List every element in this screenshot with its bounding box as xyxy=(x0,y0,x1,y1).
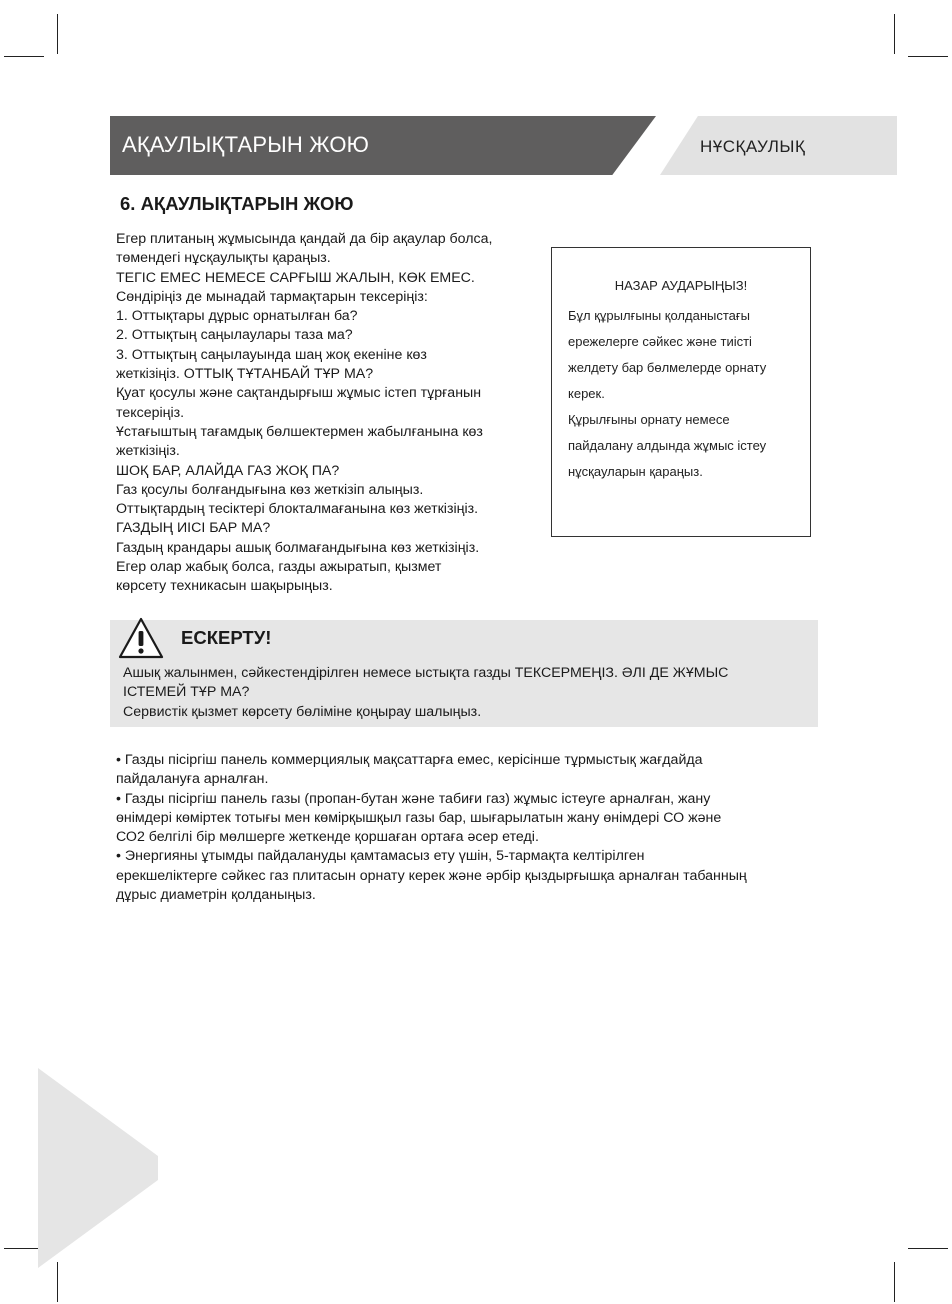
text-line: ШОҚ БАР, АЛАЙДА ГАЗ ЖОҚ ПА? xyxy=(116,462,340,479)
text-line: Ұстағыштың тағамдық бөлшектермен жабылғанына көз xyxy=(116,423,483,440)
text-line: Оттықтардың тесіктері блокталмағанына көз жеткізіңіз. xyxy=(116,501,479,518)
text-line: Қуат қосулы және сақтандырғыш жұмыс істеп тұрғанын xyxy=(116,385,482,402)
crop-mark xyxy=(4,56,44,57)
notice-text xyxy=(568,303,766,485)
header-manual-label: НҰСҚАУЛЫҚ xyxy=(700,137,806,156)
note-line: • Газды пісіргіш панель газы (пропан-бутан және табиғи газ) жұмыс істеуге арналған, жану xyxy=(116,790,711,807)
notice-title: НАЗАР АУДАРЫҢЫЗ! xyxy=(614,278,748,293)
text-line: Газдың крандары ашық болмағандығына көз жеткізіңіз. xyxy=(116,539,480,556)
notice-line: ережелерге сәйкес және тиісті xyxy=(568,334,752,349)
text-line: ТЕГІС ЕМЕС НЕМЕСЕ САРҒЫШ ЖАЛЫН, КӨК ЕМЕС. xyxy=(116,269,475,286)
text-line: жеткізіңіз. xyxy=(116,443,180,460)
text-line: ГАЗДЫҢ ИІСІ БАР МА? xyxy=(116,520,271,537)
section-title: 6. АҚАУЛЫҚТАРЫН ЖОЮ xyxy=(120,193,354,214)
text-line: жеткізіңіз. ОТТЫҚ ТҰТАНБАЙ ТҰР МА? xyxy=(116,366,374,383)
crop-mark xyxy=(57,1262,58,1302)
text-line: 3. Оттықтың саңылауында шаң жоқ екеніне көз xyxy=(116,346,427,363)
crop-mark xyxy=(908,1248,948,1249)
note-line: дұрыс диаметрін қолданыңыз. xyxy=(116,887,316,904)
note-line: • Энергияны ұтымды пайдалануды қамтамасыз ету үшін, 5-тармақта келтірілген xyxy=(116,848,645,865)
note-line: пайдалануға арналған. xyxy=(116,771,269,788)
crop-mark xyxy=(894,14,895,54)
text-line: төмендегі нұсқаулықты қараңыз. xyxy=(116,250,331,267)
crop-mark xyxy=(57,14,58,54)
notice-box xyxy=(551,247,811,537)
text-line: көрсету техникасын шақырыңыз. xyxy=(116,578,333,595)
warning-triangle-icon xyxy=(117,616,165,660)
notice-line: пайдалану алдында жұмыс істеу xyxy=(568,438,767,453)
warning-line: Сервистік қызмет көрсету бөліміне қоңырау шалыңыз. xyxy=(123,703,482,720)
header-title: АҚАУЛЫҚТАРЫН ЖОЮ xyxy=(122,132,370,157)
warning-text xyxy=(123,664,728,722)
text-line: Газ қосулы болғандығына көз жеткізіп алыңыз. xyxy=(116,481,424,498)
text-line: Егер плитаның жұмысында қандай да бір ақаулар болса, xyxy=(116,231,493,247)
crop-mark xyxy=(894,1262,895,1302)
note-line: ерекшеліктерге сәйкес газ плитасын орнату керек және әрбір қыздырғышқа арналған табанның xyxy=(116,867,747,884)
note-line: өнімдері көміртек тотығы мен көмірқышқыл газы бар, шығарылатын жану өнімдері СО және xyxy=(116,809,722,826)
page-corner-decoration xyxy=(38,1068,158,1268)
text-line: Сөндіріңіз де мынадай тармақтарын тексеріңіз: xyxy=(116,288,428,305)
notice-line: желдету бар бөлмелерде орнату xyxy=(568,360,767,375)
notice-line: нұсқауларын қараңыз. xyxy=(568,464,703,479)
troubleshooting-text xyxy=(116,230,492,597)
text-line: Егер олар жабық болса, газды ажыратып, қызмет xyxy=(116,559,442,576)
note-line: СО2 белгілі бір мөлшерге жеткенде қоршаған ортаға әсер етеді. xyxy=(116,829,539,846)
warning-line: Ашық жалынмен, сәйкестендірілген немесе ыстықта газды ТЕКСЕРМЕҢІЗ. ӘЛІ ДЕ ЖҰМЫС xyxy=(123,665,729,681)
text-line: тексеріңіз. xyxy=(116,404,185,421)
notice-line: Бұл құрылғыны қолданыстағы xyxy=(568,308,750,323)
text-line: 1. Оттықтары дұрыс орнатылған ба? xyxy=(116,308,358,325)
notice-line: керек. xyxy=(568,386,605,401)
crop-mark xyxy=(908,56,948,57)
note-line: • Газды пісіргіш панель коммерциялық мақсаттарға емес, керісінше тұрмыстық жағдайда xyxy=(116,752,703,768)
usage-notes xyxy=(116,751,747,905)
warning-line: ІСТЕМЕЙ ТҰР МА? xyxy=(123,684,250,701)
notice-line: Құрылғыны орнату немесе xyxy=(568,412,730,427)
text-line: 2. Оттықтың саңылаулары таза ма? xyxy=(116,327,353,344)
warning-title: ЕСКЕРТУ! xyxy=(181,627,272,648)
